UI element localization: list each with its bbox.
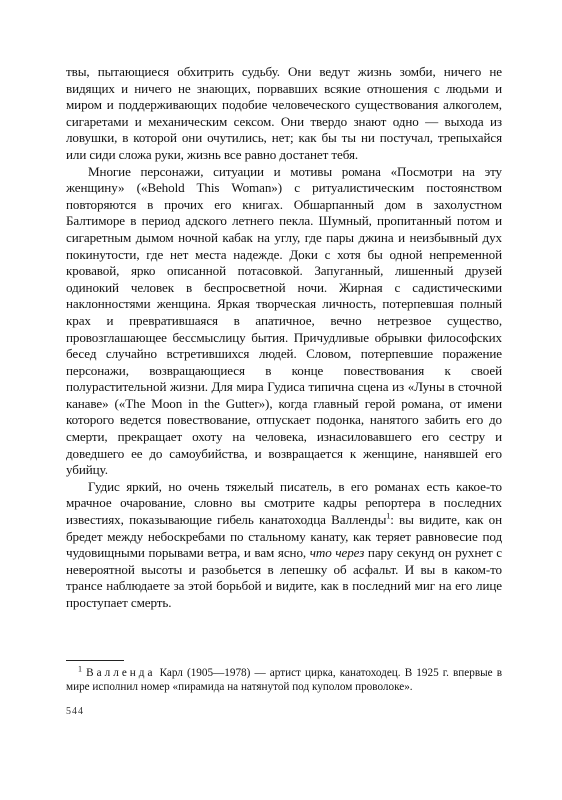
footnote-name: Валленда — [86, 667, 156, 679]
footnote-mark: 1 — [78, 664, 82, 674]
footnote-text — [66, 666, 502, 694]
paragraph-3-middle: : вы видите, как он бредет между небоскребами по стальному канату, как теряет равновесие под чудовищными порывами ветра, и вам ясно, — [66, 512, 503, 561]
paragraph-3-end: пару секунд он рухнет с невероятной высоты и разобьется в лепешку об асфальт. И вы в каком-то трансе наблюдаете за этой борьбой и видите, как в последний миг на его лице проступает смерть. — [66, 545, 502, 610]
body-text — [66, 64, 502, 612]
footnote — [66, 666, 502, 694]
footnote-divider — [66, 660, 124, 661]
paragraph-3 — [66, 479, 502, 612]
paragraph-2: Многие персонажи, ситуации и мотивы романа «Посмотри на эту женщину» («Behold This Woman») с ритуалистическим постоянством повторяются в прочих его книгах. Обшарпанный дом в захолустном Балтиморе в период адского летнего пекла. Шумный, пропитанный потом и сигаретным дымом ночной кабак на углу, где пары джина и неизбывный дух покинутости, где нет места надежде. Доки с хотя бы одной непременной кровавой, ярко описанной потасовкой. Запуганный, лишенный друзей одинокий человек в беспросветной ночи. Жирная с садистическими наклонностями женщина. Яркая творческая личность, потерпевшая полный крах и превратившаяся в апатичное, вечно нетрезвое существо, провозглашающее бессмыслицу бытия. Причудливые обрывки философских бесед случайно встретившихся людей. Словом, потерпевшие поражение персонажи, возвращающиеся в конце повествования к своей полурастительной жизни. Для мира Гудиса типична сцена из «Луны в сточной канаве» («The Moon in the Gutter»), когда главный герой романа, от имени которого ведется повествование, отпускает подонка, нанятого забить его до смерти, прекращает охоту на человека, изнасиловавшего его сестру и доведшего ее до самоубийства, и возвращается к женщине, нанявшей его убийцу. — [66, 163, 502, 478]
footnote-body: Карл (1905—1978) — артист цирка, канатоходец. В 1925 г. впервые в мире исполнил номер «пирамида на натянутой под куполом проволоке». — [66, 667, 503, 693]
footnote-reference: 1 — [386, 511, 391, 521]
paragraph-3-start: Гудис яркий, но очень тяжелый писатель, в его романах есть какое-то мрачное очарование, словно вы смотрите кадры репортера в последних известиях, показывающие гибель канатоходца Валленды — [66, 478, 502, 528]
paragraph-1: твы, пытающиеся обхитрить судьбу. Они ведут жизнь зомби, ничего не видящих и ничего не знающих, порвавших всякие отношения с людьми и миром и поддерживающих подобие человеческого существования алкоголем, сигаретами и механическим сексом. Они твердо знают одно — выхода из ловушки, в которой они очутились, нет; как бы ты ни постучал, трепыхайся или сиди сложа руки, жизнь все равно достанет тебя. — [66, 64, 502, 162]
page-number: 544 — [66, 706, 84, 717]
paragraph-3-italic: что через — [309, 545, 365, 561]
